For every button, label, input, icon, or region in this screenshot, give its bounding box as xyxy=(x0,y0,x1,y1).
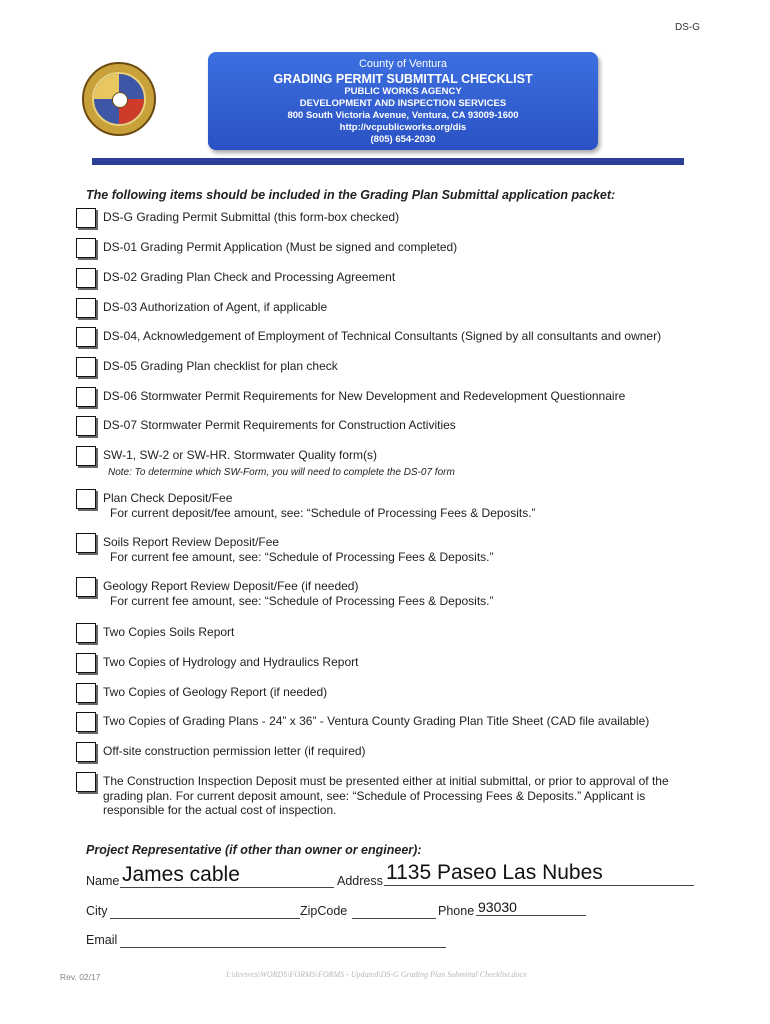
item-label: Two Copies of Grading Plans - 24” x 36” - Ventura County Grading Plan Title Sheet (CAD file available) xyxy=(103,714,650,728)
checkbox[interactable] xyxy=(76,208,96,228)
zip-label: ZipCode xyxy=(300,904,348,918)
file-path: I:\devsvcs\WORDS\FORMS\FORMS - Updated\DS-G Grading Plan Submittal Checklist.docx xyxy=(226,970,527,979)
item-label: Geology Report Review Deposit/Fee (if needed) xyxy=(103,579,359,593)
checkbox[interactable] xyxy=(76,577,96,597)
checkbox[interactable] xyxy=(76,387,96,407)
intro-text: The following items should be included in the Grading Plan Submittal application packet: xyxy=(86,188,616,202)
item-label: The Construction Inspection Deposit must be presented either at initial submittal, or prior to approval of the grading plan. For current deposit amount, see: “Schedule of Processing Fees & Deposits.” Applicant is responsible for the actual cost of inspection. xyxy=(103,774,669,817)
city-field[interactable] xyxy=(110,901,300,919)
item-label: DS-07 Stormwater Permit Requirements for Construction Activities xyxy=(103,418,456,432)
name-label: Name xyxy=(86,874,120,888)
email-field[interactable] xyxy=(120,930,446,948)
checkbox[interactable] xyxy=(76,446,96,466)
address-label: Address xyxy=(337,874,383,888)
item-subtext: For current fee amount, see: “Schedule of Processing Fees & Deposits.” xyxy=(110,550,494,564)
checkbox[interactable] xyxy=(76,712,96,732)
page-title: GRADING PERMIT SUBMITTAL CHECKLIST xyxy=(273,72,533,86)
checkbox[interactable] xyxy=(76,623,96,643)
county-seal-icon xyxy=(82,62,156,136)
checkbox[interactable] xyxy=(76,489,96,509)
item-label: DS-04, Acknowledgement of Employment of Technical Consultants (Signed by all consultants and owner) xyxy=(103,329,662,343)
phone-label: Phone xyxy=(438,904,475,918)
checkbox[interactable] xyxy=(76,683,96,703)
item-subtext: For current deposit/fee amount, see: “Schedule of Processing Fees & Deposits.” xyxy=(110,506,536,520)
item-label: Two Copies of Hydrology and Hydraulics Report xyxy=(103,655,359,669)
zip-field[interactable] xyxy=(352,901,436,919)
name-field[interactable] xyxy=(120,863,334,888)
agency-name: PUBLIC WORKS AGENCY xyxy=(344,86,462,97)
rep-section-title: Project Representative (if other than owner or engineer): xyxy=(86,843,422,857)
item-note: Note: To determine which SW-Form, you will need to complete the DS-07 form xyxy=(108,467,455,478)
item-label: Off-site construction permission letter (if required) xyxy=(103,744,366,758)
checkbox[interactable] xyxy=(76,533,96,553)
agency-url: http://vcpublicworks.org/dis xyxy=(339,122,467,133)
checkbox[interactable] xyxy=(76,742,96,762)
checkbox[interactable] xyxy=(76,416,96,436)
item-label: DS-01 Grading Permit Application (Must be signed and completed) xyxy=(103,240,458,254)
agency-phone: (805) 654-2030 xyxy=(370,134,436,145)
item-subtext: For current fee amount, see: “Schedule of Processing Fees & Deposits.” xyxy=(110,594,494,608)
header-banner xyxy=(208,52,598,150)
county-name: County of Ventura xyxy=(358,58,448,70)
header-rule xyxy=(92,158,684,165)
item-label: DS-03 Authorization of Agent, if applicable xyxy=(103,300,328,314)
item-label: Soils Report Review Deposit/Fee xyxy=(103,535,280,549)
phone-field[interactable] xyxy=(476,898,586,916)
checkbox[interactable] xyxy=(76,298,96,318)
division-name: DEVELOPMENT AND INSPECTION SERVICES xyxy=(299,98,507,109)
checkbox[interactable] xyxy=(76,653,96,673)
item-label: DS-05 Grading Plan checklist for plan check xyxy=(103,359,338,373)
item-label: Two Copies Soils Report xyxy=(103,625,235,639)
item-label: SW-1, SW-2 or SW-HR. Stormwater Quality form(s) xyxy=(103,448,378,462)
agency-address: 800 South Victoria Avenue, Ventura, CA 93009-1600 xyxy=(287,110,519,121)
form-code: DS-G xyxy=(675,22,700,33)
checkbox[interactable] xyxy=(76,772,96,792)
item-label: DS-06 Stormwater Permit Requirements for New Development and Redevelopment Questionnaire xyxy=(103,389,626,403)
checkbox[interactable] xyxy=(76,268,96,288)
revision-date: Rev. 02/17 xyxy=(60,972,101,982)
city-label: City xyxy=(86,904,108,918)
checkbox[interactable] xyxy=(76,327,96,347)
item-label: Two Copies of Geology Report (if needed) xyxy=(103,685,328,699)
item-label: DS-02 Grading Plan Check and Processing Agreement xyxy=(103,270,396,284)
checkbox[interactable] xyxy=(76,357,96,377)
item-label: Plan Check Deposit/Fee xyxy=(103,491,233,505)
item-label: DS-G Grading Permit Submittal (this form-box checked) xyxy=(103,210,400,224)
checkbox[interactable] xyxy=(76,238,96,258)
address-field[interactable] xyxy=(384,861,694,886)
email-label: Email xyxy=(86,933,118,947)
